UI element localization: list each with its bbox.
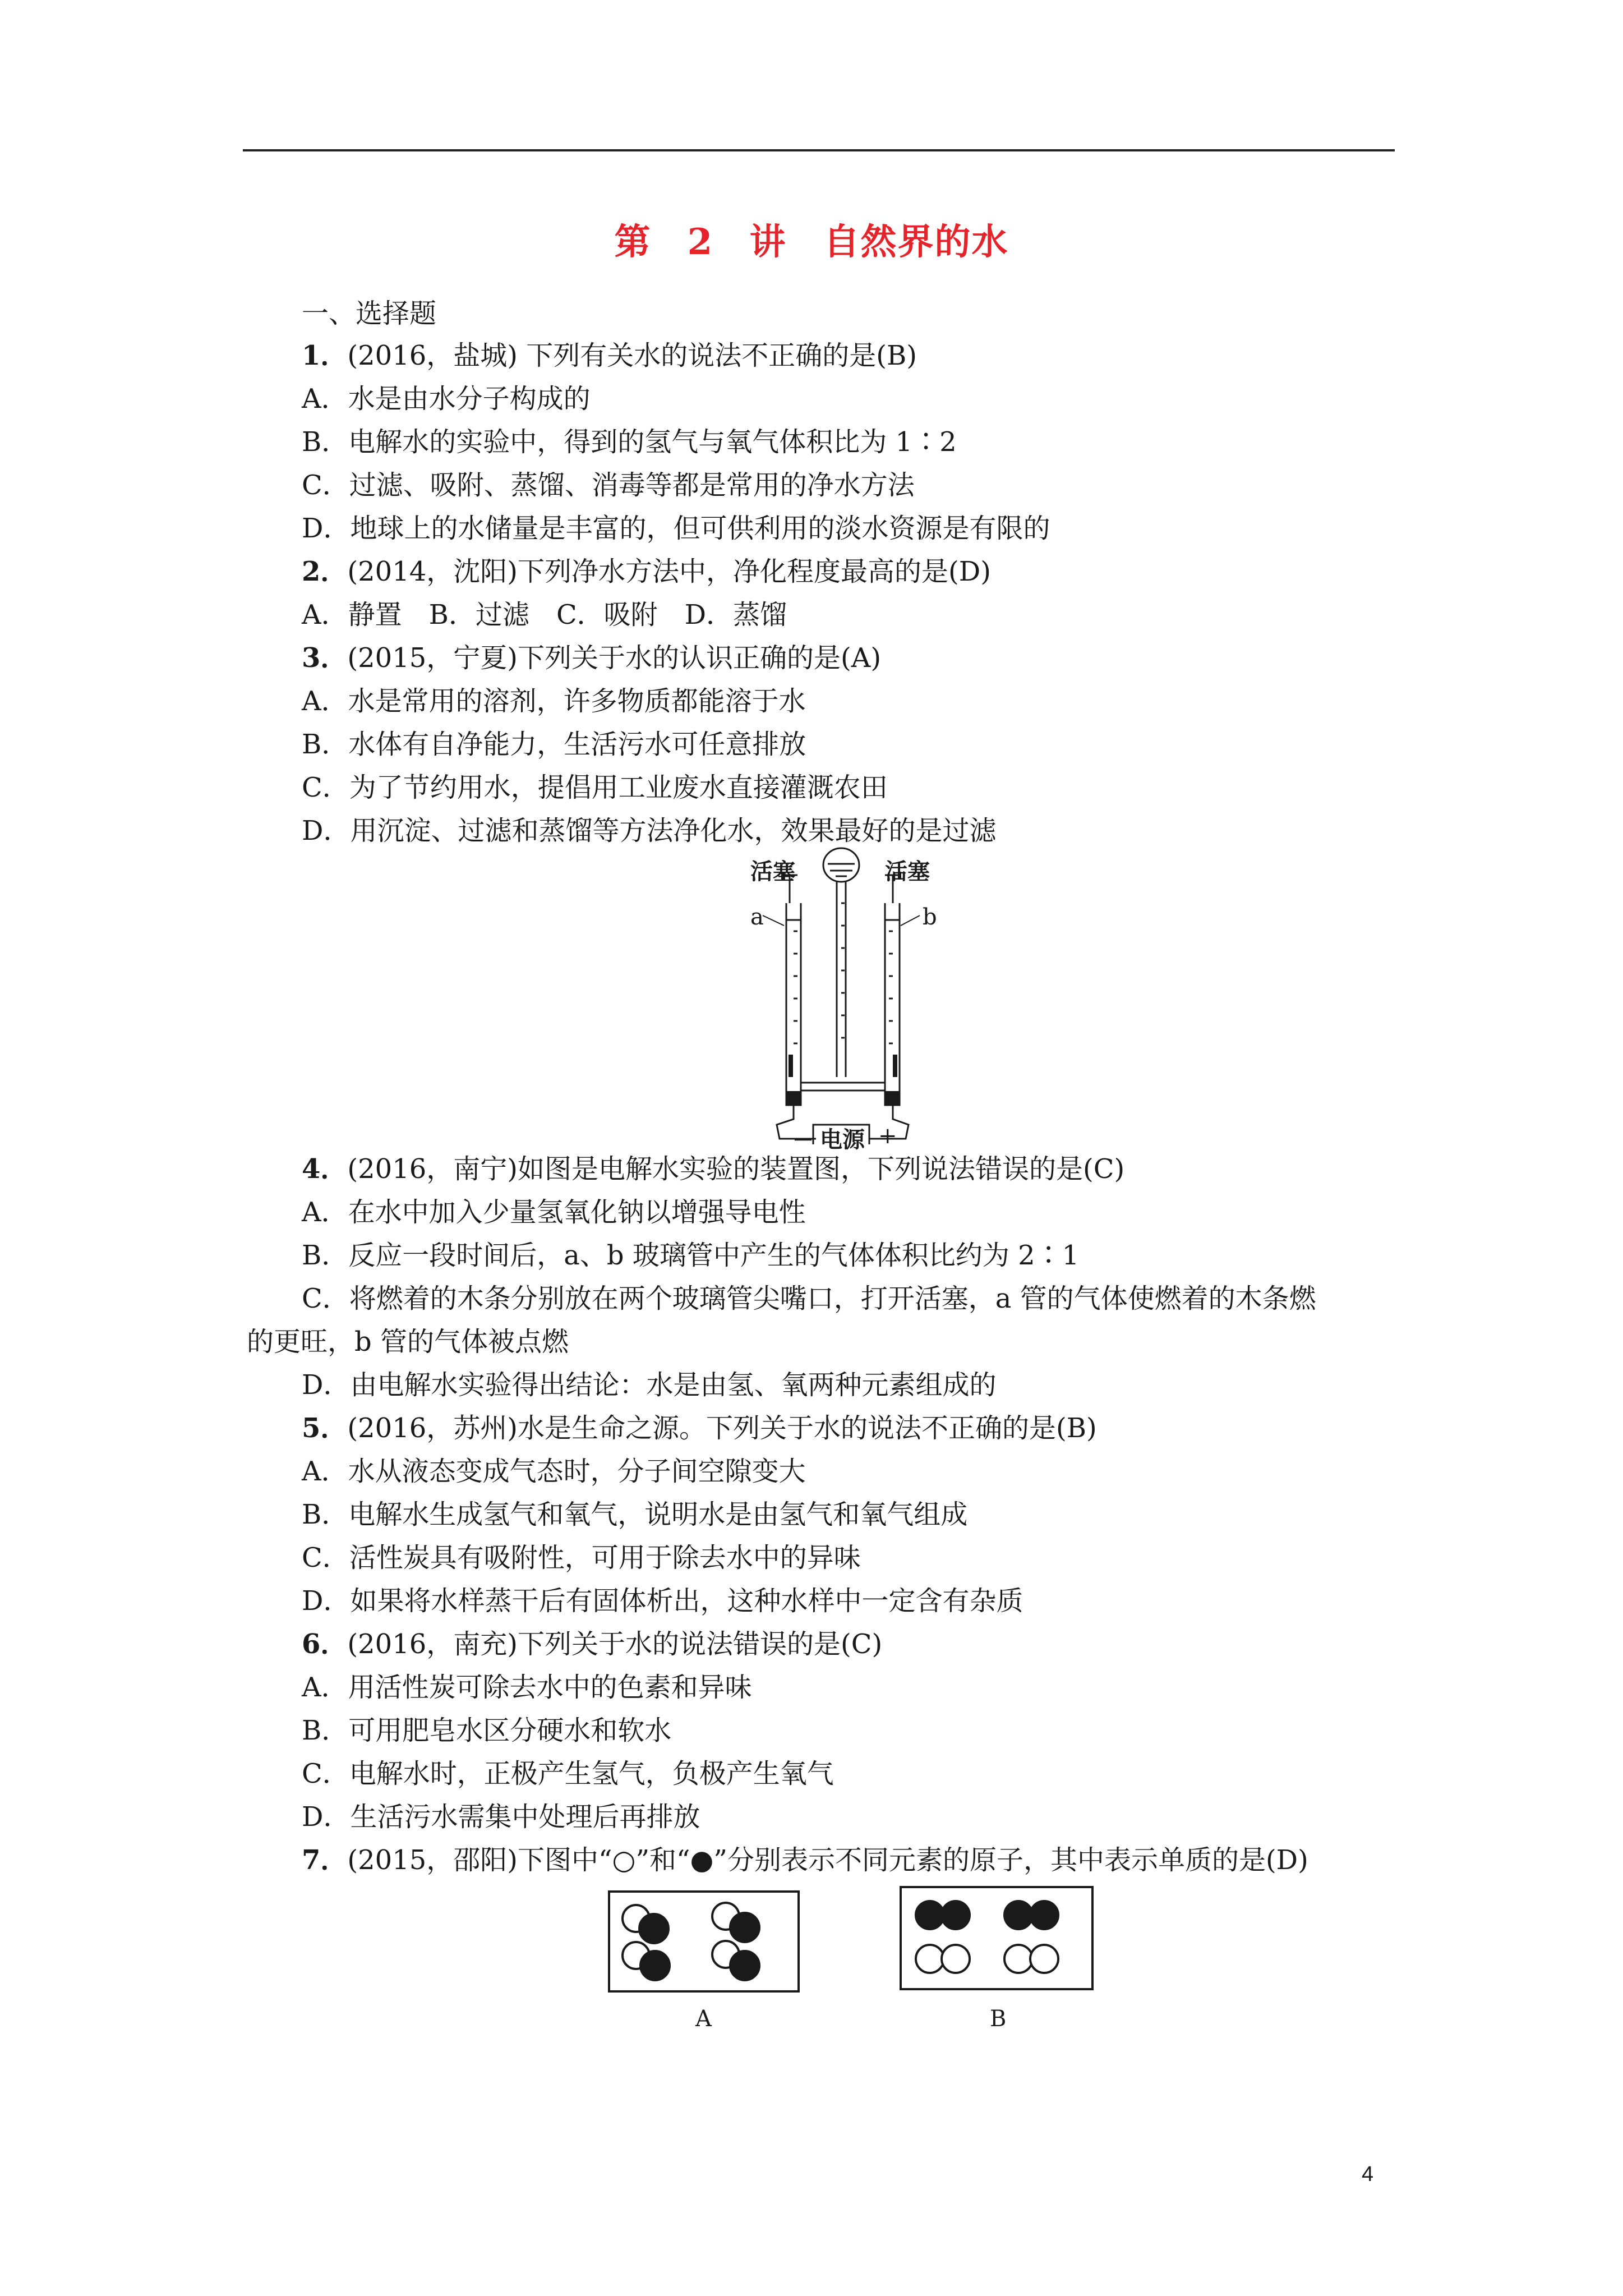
question-1-stem: 1．(2016，盐城) 下列有关水的说法不正确的是(B) [302, 340, 917, 371]
tube-a-label: a [750, 904, 764, 930]
question-6-option-d: D．生活污水需集中处理后再排放 [302, 1801, 700, 1833]
question-5-option-b: B．电解水生成氢气和氧气，说明水是由氢气和氧气组成 [302, 1499, 968, 1530]
page-number: 4 [1362, 2162, 1374, 2186]
question-2-options: A．静置 B．过滤 C．吸附 D．蒸馏 [302, 599, 787, 631]
question-6-option-b: B．可用肥皂水区分硬水和软水 [302, 1715, 672, 1746]
question-6-option-a: A．用活性炭可除去水中的色素和异味 [302, 1672, 752, 1703]
question-3-stem: 3．(2015，宁夏)下列关于水的认识正确的是(A) [302, 642, 882, 674]
question-5-stem: 5．(2016，苏州)水是生命之源。下列关于水的说法不正确的是(B) [302, 1412, 1097, 1444]
molecule-figure-b [900, 1886, 1094, 1990]
header-rule [243, 149, 1395, 151]
question-2-stem: 2．(2014，沈阳)下列净水方法中，净化程度最高的是(D) [302, 556, 991, 587]
molecule-figure-a-label: A [695, 2006, 712, 2032]
question-3-option-d: D．用沉淀、过滤和蒸馏等方法净化水，效果最好的是过滤 [302, 815, 997, 846]
question-3-option-a: A．水是常用的溶剂，许多物质都能溶于水 [302, 685, 806, 717]
question-5-option-c: C．活性炭具有吸附性，可用于除去水中的异味 [302, 1542, 861, 1573]
question-5-option-d: D．如果将水样蒸干后有固体析出，这种水样中一定含有杂质 [302, 1585, 1023, 1617]
question-3-option-b: B．水体有自净能力，生活污水可任意排放 [302, 729, 806, 760]
section-heading: 一、选择题 [302, 298, 437, 329]
question-6-stem: 6．(2016，南充)下列关于水的说法错误的是(C) [302, 1628, 883, 1660]
question-1-option-a: A．水是由水分子构成的 [302, 383, 591, 415]
molecule-figure-a [608, 1890, 800, 1993]
question-4-option-b: B．反应一段时间后，a、b 玻璃管中产生的气体体积比约为 2∶1 [302, 1240, 1080, 1271]
question-1-option-b: B．电解水的实验中，得到的氢气与氧气体积比为 1∶2 [302, 426, 957, 458]
right-valve-label: 活塞 [885, 858, 930, 885]
power-source-label: 电源 [820, 1126, 865, 1153]
question-4-option-d: D．由电解水实验得出结论：水是由氢、氧两种元素组成的 [302, 1369, 997, 1401]
question-1-option-c: C．过滤、吸附、蒸馏、消毒等都是常用的净水方法 [302, 470, 915, 501]
question-4-option-c-continued: 的更旺，b 管的气体被点燃 [247, 1326, 569, 1358]
question-7-stem: 7．(2015，邵阳)下图中“○”和“●”分别表示不同元素的原子，其中表示单质的是(D) [302, 1844, 1308, 1876]
question-5-option-a: A．水从液态变成气态时，分子间空隙变大 [302, 1456, 806, 1487]
tube-b-label: b [923, 904, 937, 930]
page-title: 第 2 讲 自然界的水 [614, 221, 1009, 263]
left-valve-label: 活塞 [750, 858, 795, 885]
electrolysis-apparatus-figure [723, 841, 959, 1144]
question-3-option-c: C．为了节约用水，提倡用工业废水直接灌溉农田 [302, 772, 888, 803]
question-4-option-c: C．将燃着的木条分别放在两个玻璃管尖嘴口，打开活塞，a 管的气体使燃着的木条燃 [302, 1283, 1316, 1314]
question-4-stem: 4．(2016，南宁)如图是电解水实验的装置图，下列说法错误的是(C) [302, 1153, 1125, 1185]
positive-terminal-sign: + [878, 1123, 897, 1149]
molecule-figure-b-label: B [990, 2006, 1007, 2032]
negative-terminal-sign: － [792, 1128, 814, 1154]
question-1-option-d: D．地球上的水储量是丰富的，但可供利用的淡水资源是有限的 [302, 513, 1050, 544]
question-6-option-c: C．电解水时，正极产生氢气，负极产生氧气 [302, 1758, 834, 1789]
question-4-option-a: A．在水中加入少量氢氧化钠以增强导电性 [302, 1197, 806, 1228]
